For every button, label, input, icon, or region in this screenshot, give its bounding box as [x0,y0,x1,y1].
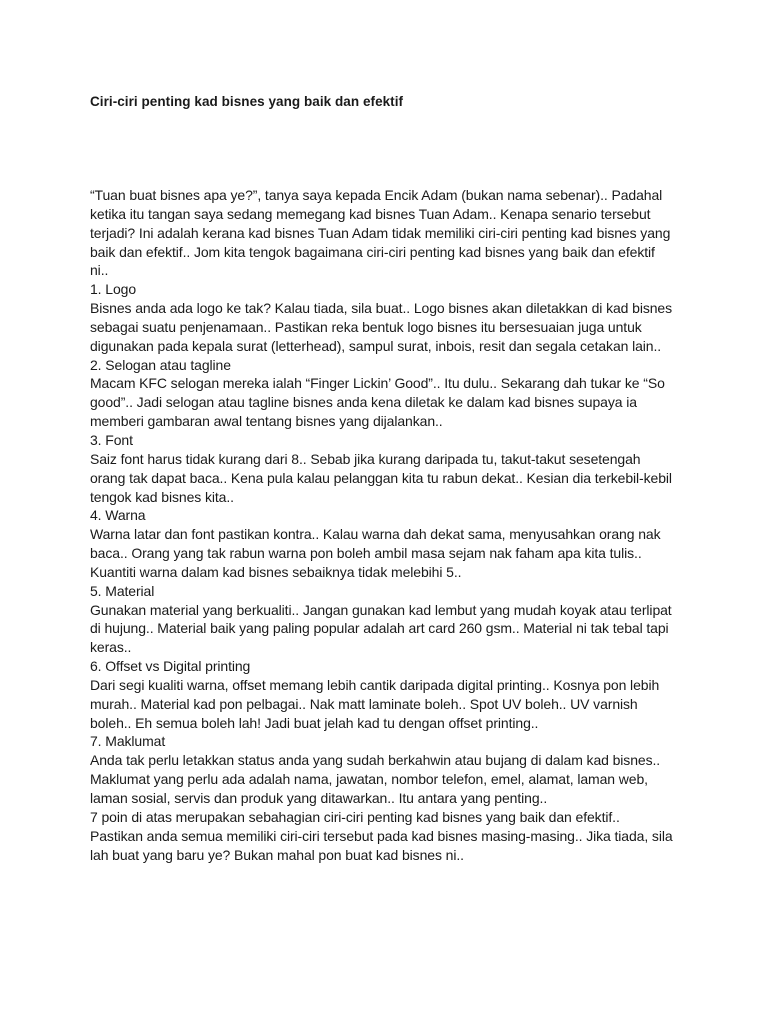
text-line: sebagai suatu penjenamaan.. Pastikan reka bentuk logo bisnes itu bersesuaian juga untuk [90,318,642,335]
document-body [90,186,690,864]
text-line: 4. Warna [90,507,146,524]
text-line: Maklumat yang perlu ada adalah nama, jawatan, nombor telefon, emel, alamat, laman web, [90,771,648,788]
text-line: Pastikan anda semua memiliki ciri-ciri tersebut pada kad bisnes masing-masing.. Jika tiada, sila [90,827,673,844]
text-line: murah.. Material kad pon pelbagai.. Nak matt laminate boleh.. Spot UV boleh.. UV varnish [90,695,638,712]
text-line: laman sosial, servis dan produk yang ditawarkan.. Itu antara yang penting.. [90,790,548,806]
text-line: 7 poin di atas merupakan sebahagian ciri-ciri penting kad bisnes yang baik dan efektif.. [90,808,620,825]
text-line: 5. Material [90,582,155,599]
text-line: Dari segi kualiti warna, offset memang lebih cantik daripada digital printing.. Kosnya pon lebih [90,676,660,693]
text-line: baik dan efektif.. Jom kita tengok bagaimana ciri-ciri penting kad bisnes yang baik dan efektif [90,243,655,260]
text-line: 6. Offset vs Digital printing [90,658,251,675]
text-line: Bisnes anda ada logo ke tak? Kalau tiada, sila buat.. Logo bisnes akan diletakkan di kad bisnes [90,300,673,317]
text-line: Gunakan material yang berkualiti.. Jangan gunakan kad lembut yang mudah koyak atau terlipat [90,601,672,618]
text-line: “Tuan buat bisnes apa ye?”, tanya saya kepada Encik Adam (bukan nama sebenar).. Padahal [90,187,663,203]
text-line: terjadi? Ini adalah kerana kad bisnes Tuan Adam tidak memiliki ciri-ciri penting kad bisnes yang [90,224,671,241]
text-line: good”.. Jadi selogan atau tagline bisnes anda kena diletak ke dalam kad bisnes supaya ia [90,394,637,411]
text-line: tengok kad bisnes kita.. [90,488,234,505]
document-title: Ciri-ciri penting kad bisnes yang baik dan efektif [90,94,404,109]
text-line: digunakan pada kepala surat (letterhead), sampul surat, inbois, resit dan segala cetakan lain.. [90,337,662,354]
text-line: memberi gambaran awal tentang bisnes yang dijalankan.. [90,413,443,430]
text-line: boleh.. Eh semua boleh lah! Jadi buat jelah kad tu dengan offset printing.. [90,714,539,731]
text-line: Warna latar dan font pastikan kontra.. Kalau warna dah dekat sama, menyusahkan orang nak [90,526,661,543]
text-line: 7. Maklumat [90,733,166,750]
text-line: keras.. [90,639,132,656]
text-line: 2. Selogan atau tagline [90,356,231,373]
text-line: Saiz font harus tidak kurang dari 8.. Sebab jika kurang daripada tu, takut-takut sesetengah [90,450,641,467]
text-line: ketika itu tangan saya sedang memegang kad bisnes Tuan Adam.. Kenapa senario tersebut [90,205,651,222]
text-line: ni.. [90,262,109,279]
text-line: Anda tak perlu letakkan status anda yang sudah berkahwin atau bujang di dalam kad bisnes.. [90,752,661,769]
text-line: di hujung.. Material baik yang paling popular adalah art card 260 gsm.. Material ni tak tebal tapi [90,620,669,637]
text-line: baca.. Orang yang tak rabun warna pon boleh ambil masa sejam nak faham apa kita tulis.. [90,545,642,562]
text-line: Kuantiti warna dalam kad bisnes sebaiknya tidak melebihi 5.. [90,563,462,580]
text-line: lah buat yang baru ye? Bukan mahal pon buat kad bisnes ni.. [90,846,464,863]
text-line: 1. Logo [90,281,137,298]
text-line: 3. Font [90,431,133,448]
text-line: Macam KFC selogan mereka ialah “Finger Lickin’ Good”.. Itu dulu.. Sekarang dah tukar ke “So [90,375,665,392]
text-line: orang tak dapat baca.. Kena pula kalau pelanggan kita tu rabun dekat.. Kesian dia terkebil-kebil [90,469,672,486]
